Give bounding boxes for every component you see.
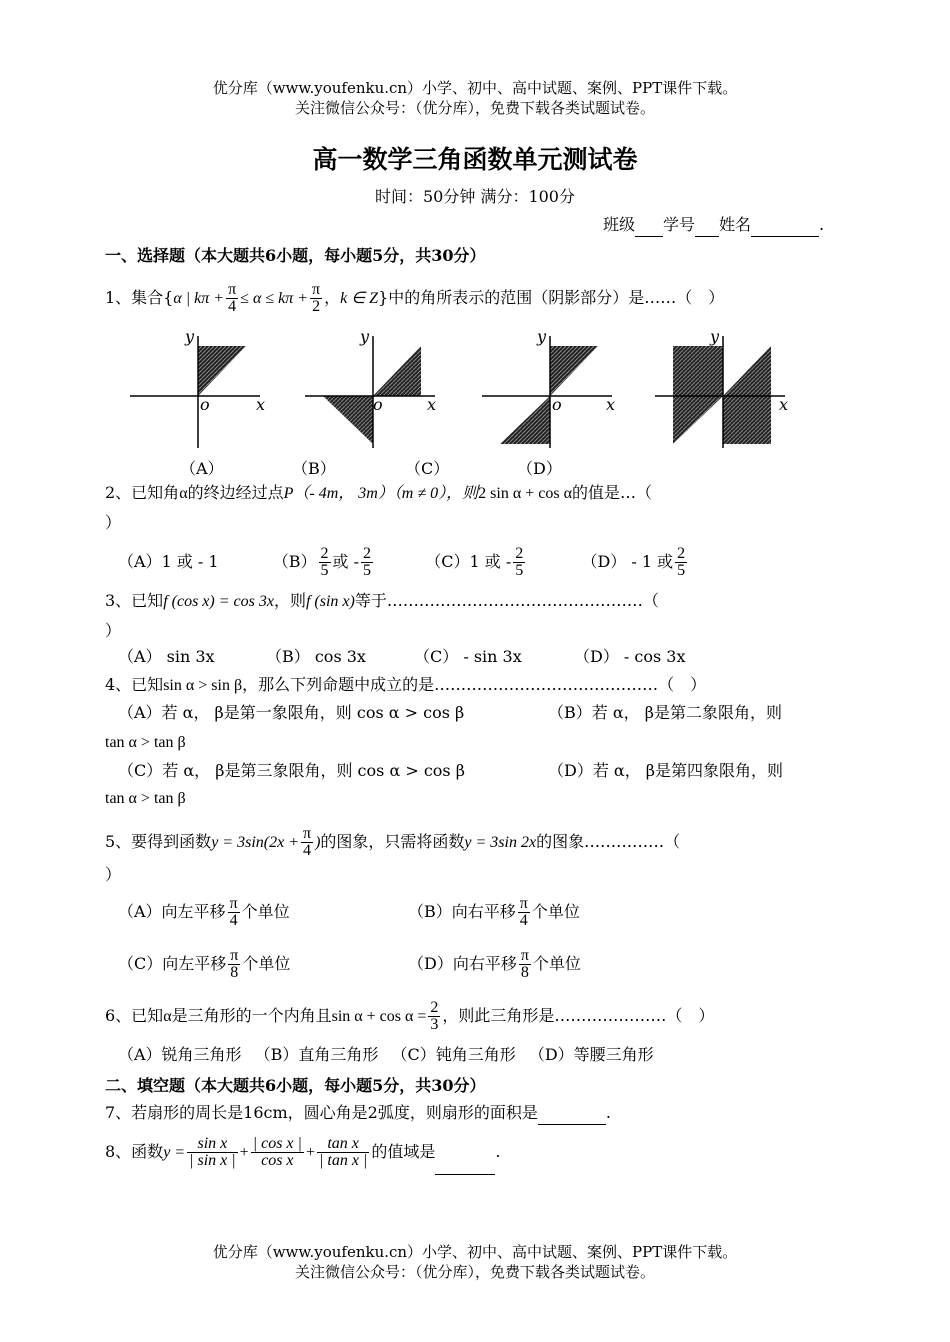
shaded-region (198, 346, 246, 396)
question-4-option-a: （A）若 α， β是第一象限角，则 cos α > cos β (118, 703, 465, 722)
question-3: 3、已知f (cos x) = cos 3x，则f (sin x)等于…………………………………………（ (105, 591, 659, 610)
question-4-option-c: （C）若 α， β是第三象限角，则 cos α > cos β (118, 761, 465, 780)
graph-d (655, 326, 795, 452)
option-d: （D） - 1 或 (581, 552, 674, 571)
shaded-region-lower (323, 396, 373, 444)
answer-blank-7[interactable] (538, 1102, 606, 1125)
footer-line-2: 关注微信公众号：（优分库），免费下载各类试题试卷。 (294, 1263, 655, 1281)
id-label: 学号 (663, 215, 696, 234)
x-axis-label: x (256, 395, 266, 414)
svg-text:y: y (360, 327, 370, 346)
shaded-region-right (723, 346, 771, 444)
question-6: 6、已知α是三角形的一个内角且sin α + cos α = $\frac{2}{3}$ ，则此三角形是…………………（ ） (105, 999, 715, 1033)
section-2-heading: 二、填空题（本大题共6小题，每小题5分，共30分） (105, 1076, 486, 1095)
header-line-1: 优分库（www.youfenku.cn）小学、初中、高中试题、案例、PPT课件下载。 (212, 79, 738, 97)
shaded-region-lower (500, 396, 550, 444)
question-4: 4、已知sin α > sin β，那么下列命题中成立的是……………………………………（ ） (105, 675, 707, 694)
question-7: 7、若扇形的周长是16cm，圆心角是2弧度，则扇形的面积是 . (105, 1102, 611, 1125)
graph-d-label: （D） (517, 459, 562, 478)
student-info: 班级 学号 姓名 . (603, 214, 824, 237)
time-score: 时间：50分钟 满分：100分 (375, 187, 575, 206)
option-a: （A） sin 3x (118, 647, 215, 666)
header-line-2: 关注微信公众号：（优分库），免费下载各类试题试卷。 (294, 99, 655, 117)
option-b: （B） (272, 552, 317, 571)
graph-c (482, 326, 622, 452)
class-label: 班级 (603, 215, 636, 234)
origin-label: o (200, 395, 210, 414)
question-5-option-a: （A）向左平移 $\frac{\pi}{4}$ 个单位 (118, 895, 290, 929)
footer-line-1: 优分库（www.youfenku.cn）小学、初中、高中试题、案例、PPT课件下载。 (212, 1243, 738, 1261)
question-5-option-c: （C）向左平移 $\frac{\pi}{8}$ 个单位 (118, 947, 291, 981)
option-b: （B） cos 3x (266, 647, 366, 666)
graph-c-label: （C） (405, 459, 450, 478)
shaded-region-upper (373, 346, 421, 396)
shaded-region-upper (550, 346, 598, 396)
svg-text:y: y (710, 327, 720, 346)
class-blank[interactable] (635, 214, 663, 237)
question-2: 2、已知角α的终边经过点P（- 4m， 3m）（m ≠ 0），则2 sin α + cos α的值是…（ (105, 483, 652, 502)
option-c: （C） - sin 3x (414, 647, 522, 666)
option-d: （D） - cos 3x (574, 647, 686, 666)
name-label: 姓名 (719, 215, 752, 234)
question-4-option-b: （B）若 α， β是第二象限角，则 (548, 703, 782, 722)
graph-a (130, 326, 270, 452)
question-5-option-b: （B）向右平移 $\frac{\pi}{4}$ 个单位 (408, 895, 580, 929)
svg-text:o: o (373, 395, 383, 414)
graph-b (305, 326, 445, 452)
option-a: （A）1 或 - 1 (118, 552, 219, 571)
name-blank[interactable] (751, 214, 819, 237)
question-3-options (118, 646, 686, 668)
graph-a-label: （A） (180, 459, 224, 478)
question-4-option-d: （D）若 α， β是第四象限角，则 (548, 761, 784, 780)
graph-b-label: （B） (292, 459, 336, 478)
y-axis-label: y (185, 327, 195, 346)
shaded-region-left (673, 346, 723, 444)
svg-text:x: x (779, 395, 789, 414)
question-1: 1、集合{α | kπ + $\frac{\pi}{4}$ ≤ α ≤ kπ + $\frac{\pi}{2}$ ，k ∈ Z}中的角所表示的范围（阴影部分）是……（ ） (105, 281, 725, 315)
section-1-heading: 一、选择题（本大题共6小题，每小题5分，共30分） (105, 246, 486, 265)
page-title: 高一数学三角函数单元测试卷 (312, 145, 638, 174)
question-6-options: （A）锐角三角形 （B）直角三角形 （C）钝角三角形 （D）等腰三角形 (118, 1045, 654, 1064)
question-5-option-d: （D）向右平移 $\frac{\pi}{8}$ 个单位 (408, 947, 581, 981)
question-2-options: （A）1 或 - 1 （B） $\frac{2}{5}$ 或 - $\frac{2}{5}$ （C）1 或 - $\frac{2}{5}$ （D） - 1 或 $\frac{2}{5}$ (118, 545, 686, 579)
question-8: 8、函数y = $\frac{\text{sin x}}{\text{| sin x |}}$ + $\frac{\text{| cos x |}}{\text{cos x}}$ + $\frac{\text{tan x}}{\text{| tan x |}}$ 的值域是 . (105, 1130, 500, 1175)
answer-blank-8[interactable] (435, 1130, 495, 1175)
svg-text:x: x (606, 395, 616, 414)
svg-text:y: y (537, 327, 547, 346)
svg-text:o: o (552, 395, 562, 414)
option-c: （C）1 或 - (425, 552, 512, 571)
id-blank[interactable] (695, 214, 719, 237)
question-5: 5、要得到函数y = 3sin(2x + $\frac{\pi}{4}$ )的图象，只需将函数y = 3sin 2x的图象……………（ (105, 825, 681, 859)
svg-text:x: x (427, 395, 437, 414)
